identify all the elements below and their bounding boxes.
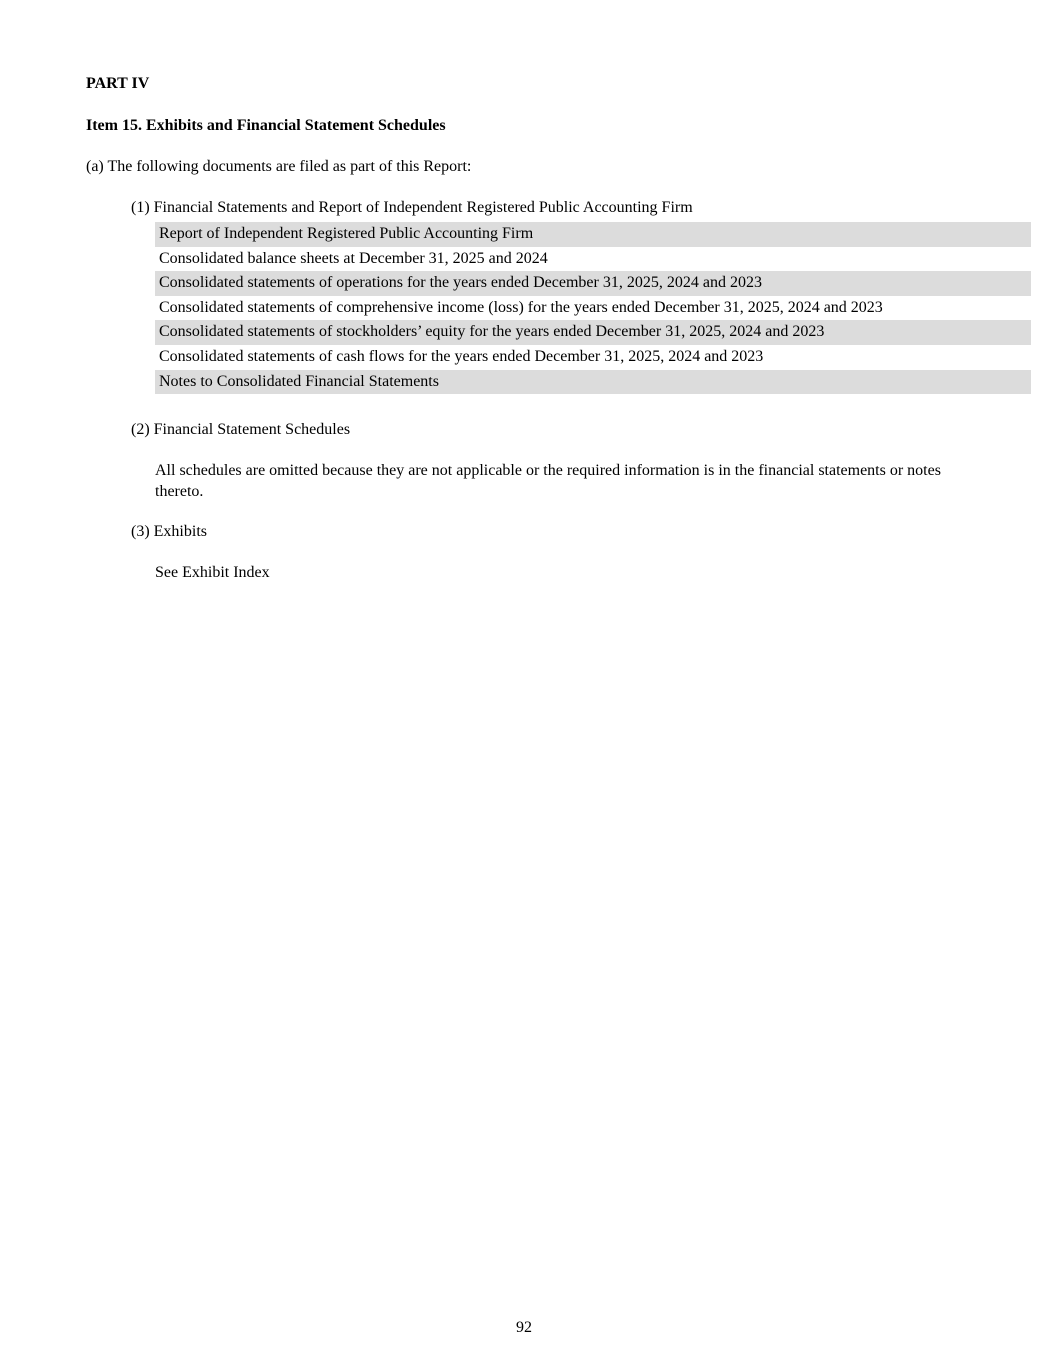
section1-heading: (1) Financial Statements and Report of Independent Registered Public Accounting Firm [131,199,693,216]
page-number: 92 [516,1319,532,1336]
list-item: Consolidated statements of operations for the years ended December 31, 2025, 2024 and 2023 [155,271,1031,296]
list-item: Consolidated statements of cash flows for the years ended December 31, 2025, 2024 and 2023 [159,347,764,365]
list-item: Notes to Consolidated Financial Statements [155,370,1031,395]
section3-heading: (3) Exhibits [131,523,207,540]
list-item: Consolidated statements of stockholders’ equity for the years ended December 31, 2025, 2024 and 2023 [155,320,1031,345]
section3-body: See Exhibit Index [155,564,270,581]
list-item: Consolidated balance sheets at December 31, 2025 and 2024 [159,249,548,267]
section2-body: All schedules are omitted because they are not applicable or the required information is in the financial statements or notes thereto. [155,462,941,500]
intro-text: (a) The following documents are filed as part of this Report: [86,158,472,175]
list-item: Consolidated statements of comprehensive income (loss) for the years ended December 31, 2025, 2024 and 2023 [159,298,883,316]
part-title: PART IV [86,75,150,92]
financial-statements-list [155,222,1031,394]
section2-heading: (2) Financial Statement Schedules [131,421,351,438]
item-title: Item 15. Exhibits and Financial Statement Schedules [86,117,446,134]
list-item: Report of Independent Registered Public Accounting Firm [155,222,1031,247]
